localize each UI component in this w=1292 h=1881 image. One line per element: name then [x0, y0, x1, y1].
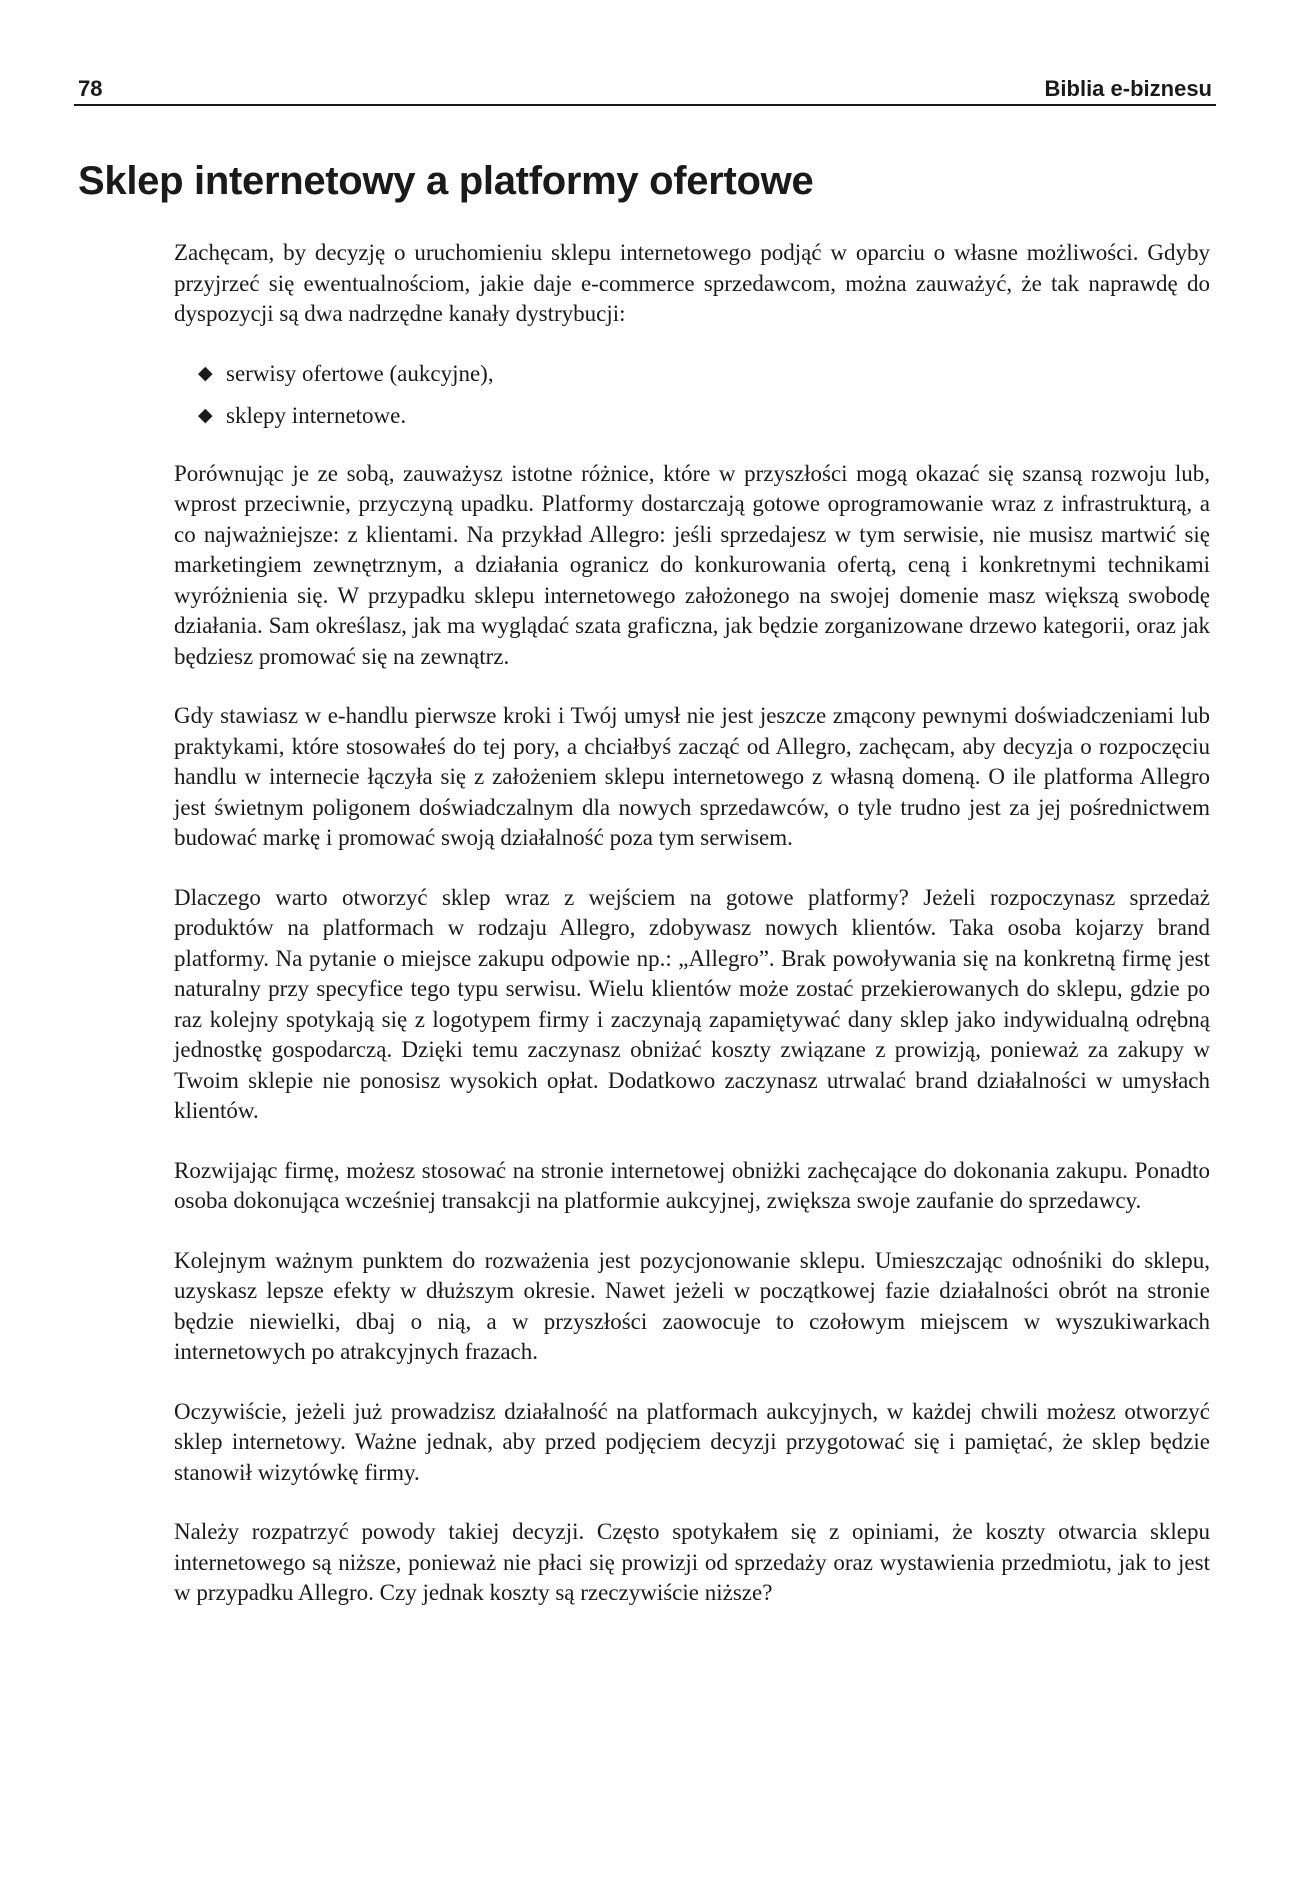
intro-paragraph: Zachęcam, by decyzję o uruchomieniu sklepu internetowego podjąć w oparciu o własne możliwości. Gdyby przyjrzeć się ewentualnościom, jakie daje e-commerce sprzedawcom, można zauważyć, że tak naprawdę do dyspozycji są dwa nadrzędne kanały dystrybucji:: [174, 240, 1210, 326]
diamond-bullet-icon: ◆: [198, 404, 213, 426]
list-item: [174, 359, 1210, 389]
chapter-title: Sklep internetowy a platformy ofertowe: [78, 159, 814, 203]
list-item-text: sklepy internetowe.: [226, 402, 407, 428]
list-item-text: serwisy ofertowe (aukcyjne),: [226, 360, 494, 386]
paragraph: Kolejnym ważnym punktem do rozważenia jest pozycjonowanie sklepu. Umieszczając odnośniki do sklepu, uzyskasz lepsze efekty w dłuższym okresie. Nawet jeżeli w początkowej fazie działalności obrót na stronie będzie niewielki, dbaj o nią, a w przyszłości zaowocuje to czołowym miejscem w wyszukiwarkach internetowych po atrakcyjnych frazach.: [174, 1247, 1210, 1364]
distribution-channels-list: [174, 359, 1210, 431]
body-text: [174, 238, 1210, 1638]
running-title: Biblia e-biznesu: [1044, 76, 1212, 101]
paragraph: Dlaczego warto otworzyć sklep wraz z wejściem na gotowe platformy? Jeżeli rozpoczynasz sprzedaż produktów na platformach w rodzaju Allegro, zdobywasz nowych klientów. Taka osoba kojarzy brand platformy. Na pytanie o miejsce zakupu odpowie np.: „Allegro”. Brak powoływania się na konkretną firmę jest naturalny przy specyfice tego typu serwisu. Wielu klientów może zostać przekierowanych do sklepu, gdzie po raz kolejny spotykają się z logotypem firmy i zaczynają zapamiętywać dany sklep jako indywidualną odrębną jednostkę gospodarczą. Dzięki temu zaczynasz obniżać koszty związane z prowizją, ponieważ za zakupy w Twoim sklepie nie ponosisz wysokich opłat. Dodatkowo zaczynasz utrwalać brand działalności w umysłach klientów.: [174, 884, 1210, 1123]
paragraph: Porównując je ze sobą, zauważysz istotne różnice, które w przyszłości mogą okazać się szansą rozwoju lub, wprost przeciwnie, przyczyną upadku. Platformy dostarczają gotowe oprogramowanie wraz z infrastrukturą, a co najważniejsze: z klientami. Na przykład Allegro: jeśli sprzedajesz w tym serwisie, nie musisz martwić się marketingiem zewnętrznym, a działania ogranicz do konkurowania ofertą, ceną i konkretnymi technikami wyróżnienia się. W przypadku sklepu internetowego założonego na swojej domenie masz większą swobodę działania. Sam określasz, jak ma wyglądać szata graficzna, jak będzie zorganizowane drzewo kategorii, oraz jak będziesz promować się na zewnątrz.: [174, 460, 1210, 669]
paragraph: Gdy stawiasz w e-handlu pierwsze kroki i Twój umysł nie jest jeszcze zmącony pewnymi doświadczeniami lub praktykami, które stosowałeś do tej pory, a chciałbyś zacząć od Allegro, zachęcam, aby decyzja o rozpoczęciu handlu w internecie łączyła się z założeniem sklepu internetowego z własną domeną. O ile platforma Allegro jest świetnym poligonem doświadczalnym dla nowych sprzedawców, o tyle trudno jest za jej pośrednictwem budować markę i promować swoją działalność poza tym serwisem.: [174, 703, 1210, 850]
list-item: [174, 401, 1210, 431]
paragraph: Należy rozpatrzyć powody takiej decyzji. Często spotykałem się z opiniami, że koszty otwarcia sklepu internetowego są niższe, ponieważ nie płaci się prowizji od sprzedaży oraz wystawienia przedmiotu, jak to jest w przypadku Allegro. Czy jednak koszty są rzeczywiście niższe?: [174, 1519, 1210, 1605]
paragraph: Rozwijając firmę, możesz stosować na stronie internetowej obniżki zachęcające do dokonania zakupu. Ponadto osoba dokonująca wcześniej transakcji na platformie aukcyjnej, zwiększa swoje zaufanie do sprzedawcy.: [174, 1157, 1210, 1213]
diamond-bullet-icon: ◆: [198, 362, 213, 384]
page-header: [74, 74, 1216, 106]
page-number: 78: [78, 76, 103, 101]
paragraph: Oczywiście, jeżeli już prowadzisz działalność na platformach aukcyjnych, w każdej chwili możesz otworzyć sklep internetowy. Ważne jednak, aby przed podjęciem decyzji przygotować się i pamiętać, że sklep będzie stanowił wizytówkę firmy.: [174, 1398, 1210, 1485]
